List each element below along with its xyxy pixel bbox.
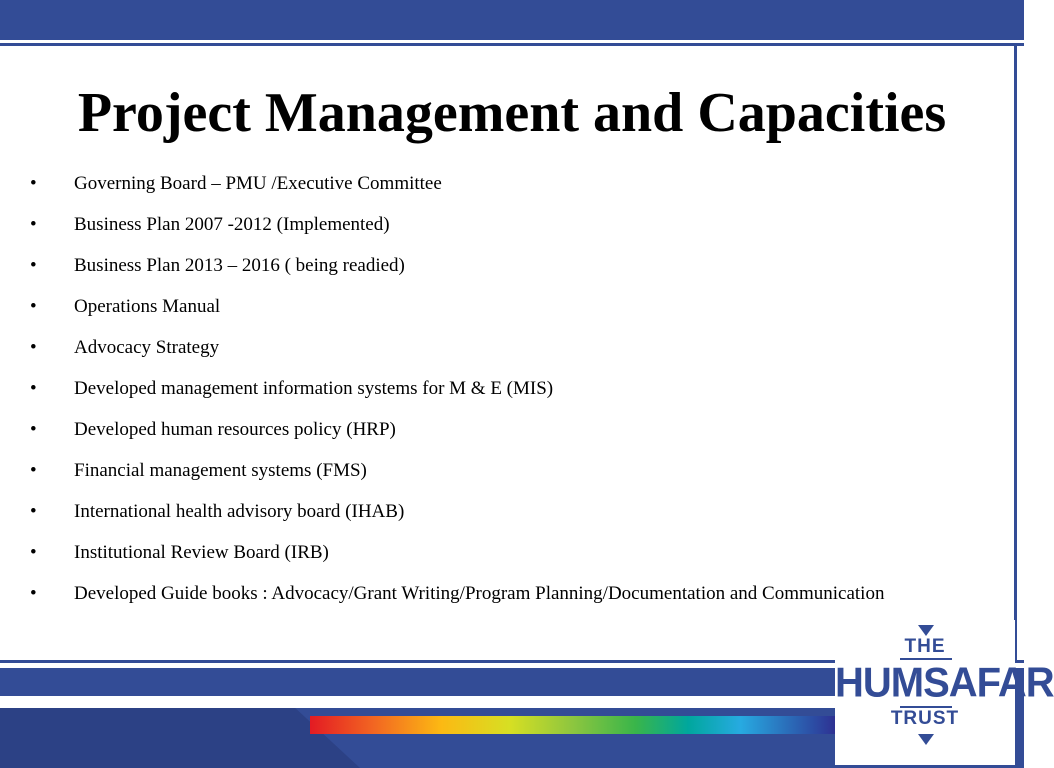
logo-triangle-top-icon — [918, 625, 934, 636]
top-stripe-line — [0, 43, 1024, 46]
list-item — [30, 334, 930, 361]
footer-white-strip — [0, 696, 835, 708]
bullet-text: Business Plan 2013 – 2016 ( being readied) — [74, 255, 405, 276]
list-item — [30, 293, 930, 320]
logo-text-trust: TRUST — [890, 708, 960, 729]
bullet-text: International health advisory board (IHAB) — [74, 501, 405, 522]
list-item — [30, 498, 930, 525]
bullet-text: Business Plan 2007 -2012 (Implemented) — [74, 214, 390, 235]
slide-title: Project Management and Capacities — [77, 82, 947, 144]
bullet-icon: • — [30, 296, 37, 317]
bullet-icon: • — [30, 255, 37, 276]
list-item — [30, 170, 930, 197]
bullet-text: Financial management systems (FMS) — [74, 460, 367, 481]
list-item — [30, 211, 930, 238]
bullet-icon: • — [30, 501, 37, 522]
bullet-icon: • — [30, 337, 37, 358]
logo-text-humsafar: HUMSAFAR — [835, 659, 1054, 707]
bullet-text: Governing Board – PMU /Executive Committee — [74, 173, 442, 194]
list-item — [30, 457, 930, 484]
rainbow-gradient-bar — [310, 716, 835, 734]
list-item — [30, 580, 930, 607]
bullet-text: Advocacy Strategy — [74, 337, 220, 358]
bullet-list — [30, 170, 930, 621]
bullet-icon: • — [30, 542, 37, 563]
bullet-icon: • — [30, 173, 37, 194]
bullet-text: Developed human resources policy (HRP) — [74, 419, 396, 440]
bullet-icon: • — [30, 460, 37, 481]
logo-text-the: THE — [904, 636, 946, 657]
bullet-text: Institutional Review Board (IRB) — [74, 542, 329, 563]
bullet-text: Developed management information systems for M & E (MIS) — [74, 378, 554, 399]
bullet-icon: • — [30, 378, 37, 399]
list-item — [30, 252, 930, 279]
bullet-icon: • — [30, 214, 37, 235]
list-item — [30, 539, 930, 566]
bullet-icon: • — [30, 583, 37, 604]
top-header-band — [0, 0, 1024, 40]
logo-triangle-bottom-icon — [918, 734, 934, 745]
list-item — [30, 416, 930, 443]
bullet-text: Developed Guide books : Advocacy/Grant Writing/Program Planning/Documentation and Communication — [74, 583, 885, 604]
bullet-text: Operations Manual — [74, 296, 221, 317]
bullet-icon: • — [30, 419, 37, 440]
list-item — [30, 375, 930, 402]
